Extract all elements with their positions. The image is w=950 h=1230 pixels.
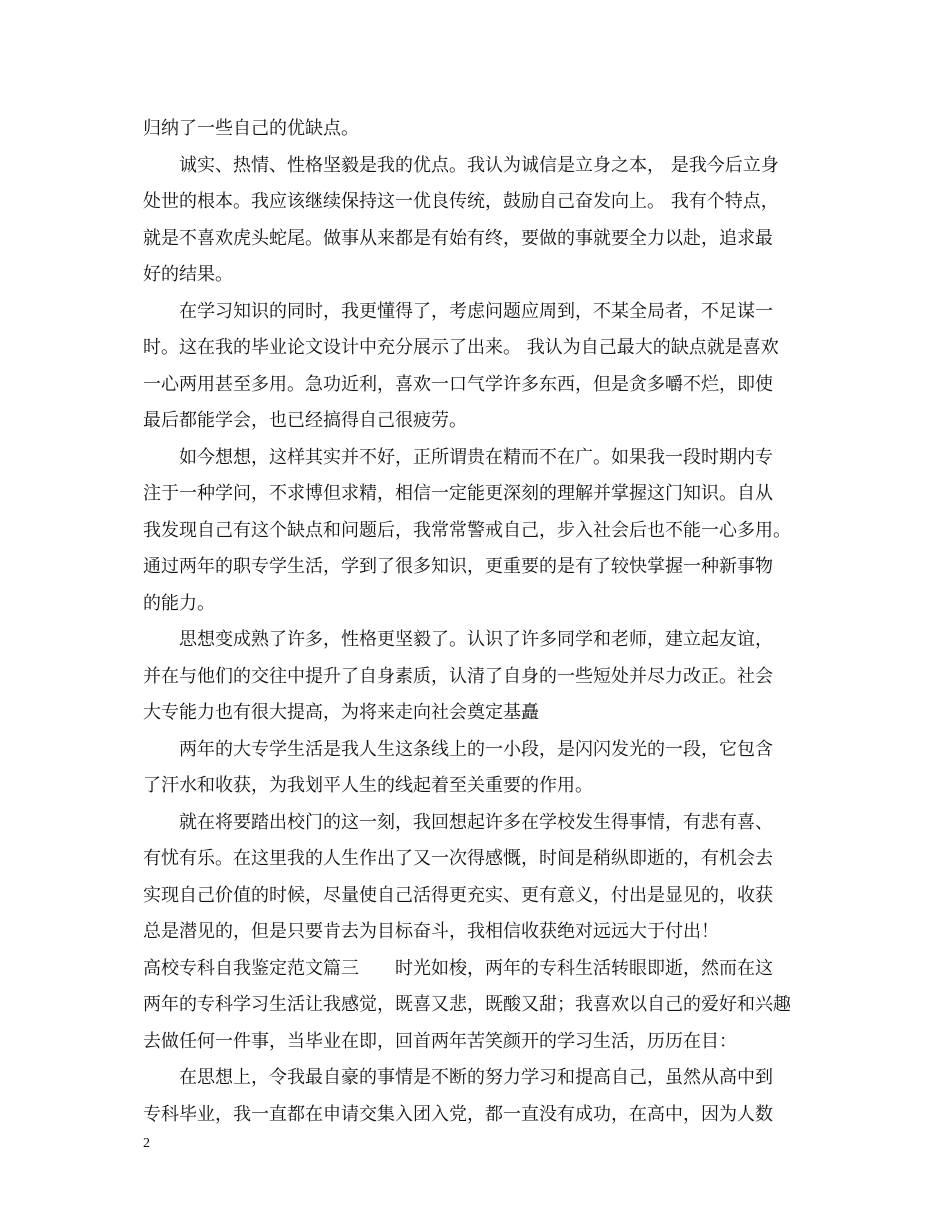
text-line: 专科毕业，我一直都在申请交集入团入党，都一直没有成功，在高中，因为人数 [143,1104,773,1125]
text-line: 注于一种学问，不求博但求精，相信一定能更深刻的理解并掌握这门知识。自从 [143,483,773,504]
text-line: 好的结果。 [143,264,233,285]
text-line: 处世的根本。我应该继续保持这一优良传统，鼓励自己奋发向上。 我有个特点， [143,191,779,212]
page-number: 2 [143,1136,150,1151]
text-line: 我发现自己有这个缺点和问题后，我常常警戒自己，步入社会后也不能一心多用。 [143,520,791,541]
text-line: 了汗水和收获，为我划平人生的线起着至关重要的作用。 [143,775,593,796]
text-line: 总是潜见的，但是只要肯去为目标奋斗，我相信收获绝对远远大于付出！ [143,921,719,942]
text-line: 并在与他们的交往中提升了自身素质，认清了自身的一些短处并尽力改正。社会 [143,666,773,687]
text-line: 高校专科自我鉴定范文篇三 时光如梭，两年的专科生活转眼即逝，然而在这 [143,958,773,979]
text-line: 两年的专科学习生活让我感觉，既喜又悲，既酸又甜；我喜欢以自己的爱好和兴趣 [143,994,791,1015]
text-line: 实现自己价值的时候，尽量使自己活得更充实、更有意义，付出是显见的，收获 [143,885,773,906]
text-line: 的能力。 [143,593,215,614]
text-line: 去做任何一件事，当毕业在即，回首两年苦笑颜开的学习生活，历历在目： [143,1031,737,1052]
text-line: 有忧有乐。在这里我的人生作出了又一次得感慨，时间是稍纵即逝的，有机会去 [143,848,773,869]
text-line: 归纳了一些自己的优缺点。 [143,118,359,139]
text-line: 在思想上，令我最自豪的事情是不断的努力学习和提高自己，虽然从高中到 [143,1067,773,1088]
text-line: 思想变成熟了许多，性格更坚毅了。认识了许多同学和老师，建立起友谊， [143,629,773,650]
text-line: 通过两年的职专学生活，学到了很多知识，更重要的是有了较快掌握一种新事物 [143,556,773,577]
text-line: 两年的大专学生活是我人生这条线上的一小段，是闪闪发光的一段，它包含 [143,739,773,760]
text-line: 一心两用甚至多用。急功近利，喜欢一口气学许多东西，但是贪多嚼不烂，即使 [143,374,773,395]
text-line: 就是不喜欢虎头蛇尾。做事从来都是有始有终，要做的事就要全力以赴，追求最 [143,228,773,249]
text-line: 如今想想，这样其实并不好，正所谓贵在精而不在广。如果我一段时期内专 [143,447,773,468]
text-line: 诚实、热情、性格坚毅是我的优点。我认为诚信是立身之本， 是我今后立身 [143,155,779,176]
text-line: 就在将要踏出校门的这一刻，我回想起许多在学校发生得事情，有悲有喜、 [143,812,773,833]
text-line: 时。这在我的毕业论文设计中充分展示了出来。 我认为自己最大的缺点就是喜欢 [143,337,779,358]
text-line: 在学习知识的同时，我更懂得了，考虑问题应周到，不某全局者，不足谋一 [143,301,773,322]
text-line: 大专能力也有很大提高，为将来走向社会奠定基矗 [143,702,539,723]
text-line: 最后都能学会，也已经搞得自己很疲劳。 [143,410,467,431]
